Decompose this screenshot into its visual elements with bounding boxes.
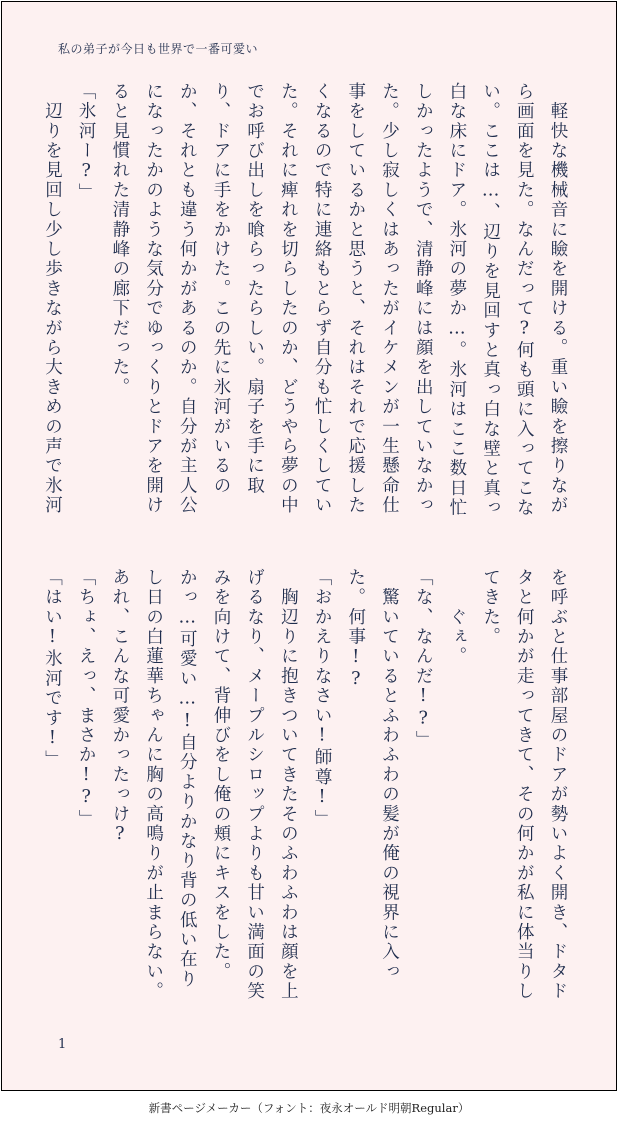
paragraph: 「ちょ、えっ、まさか!?」 xyxy=(76,568,97,830)
paragraph: ぐぇ。 xyxy=(446,568,467,667)
paragraph: を呼ぶと仕事部屋のドアが勢いよく開き、ドタドタと何かが走ってきて、その何かが私に体当りしてきた。 xyxy=(480,568,568,1002)
paragraph: かっ…可愛い…!自分よりかなり背の低い在りし日の白蓮華ちゃんに胸の高鳴りが止まらない。あれ、こんな可愛かったっけ? xyxy=(109,568,198,1002)
paragraph: 「氷河ー?」 xyxy=(76,82,97,203)
paragraph: 胸辺りに抱きついてきたそのふわふわは顔を上げるなり、メープルシロップよりも甘い満面の笑みを向けて、背伸びをし俺の頬にキスをした。 xyxy=(210,568,299,1002)
paragraph: 辺りを見回し少し歩きながら大きめの声で氷河 xyxy=(42,82,63,516)
paragraph: 驚いているとふわふわの髪が俺の視界に入った。何事!? xyxy=(345,568,400,982)
paragraph: 「おかえりなさい!師尊!」 xyxy=(312,568,333,830)
lower-text-column xyxy=(42,568,574,1008)
page-number: 1 xyxy=(58,1037,67,1052)
book-page xyxy=(1,1,617,1091)
paragraph: 軽快な機械音に瞼を開ける。重い瞼を擦りながら画面を見た。なんだって?何も頭に入ってこない。ここは…、辺りを見回すと真っ白な壁と真っ白な床にドア。氷河の夢か…。氷河はここ数日忙しかったようで、清静峰には顔を出していなかった。少し寂しくはあったがイケメンが一生懸命仕事をしているかと思うと、それはそれで応援したくなるので特に連絡もとらず自分も忙しくしていた。それに痺れを切らしたのか、どうやら夢の中でお呼び出しを喰らったらしい。扇子を手に取り、ドアに手をかけた。この先に氷河がいるのか、それとも違う何かがあるのか。自分が主人公になったかのような気分でゆっくりとドアを開けると見慣れた清静峰の廊下だった。 xyxy=(109,82,568,518)
paragraph: 「はい!氷河です!」 xyxy=(42,568,63,770)
book-title: 私の弟子が今日も世界で一番可愛い xyxy=(58,42,259,56)
footer-caption: 新書ページメーカー（フォント：夜永オールド明朝Regular） xyxy=(148,1101,470,1115)
upper-text-column xyxy=(42,82,574,522)
paragraph: 「な、なんだ!?」 xyxy=(413,568,434,751)
